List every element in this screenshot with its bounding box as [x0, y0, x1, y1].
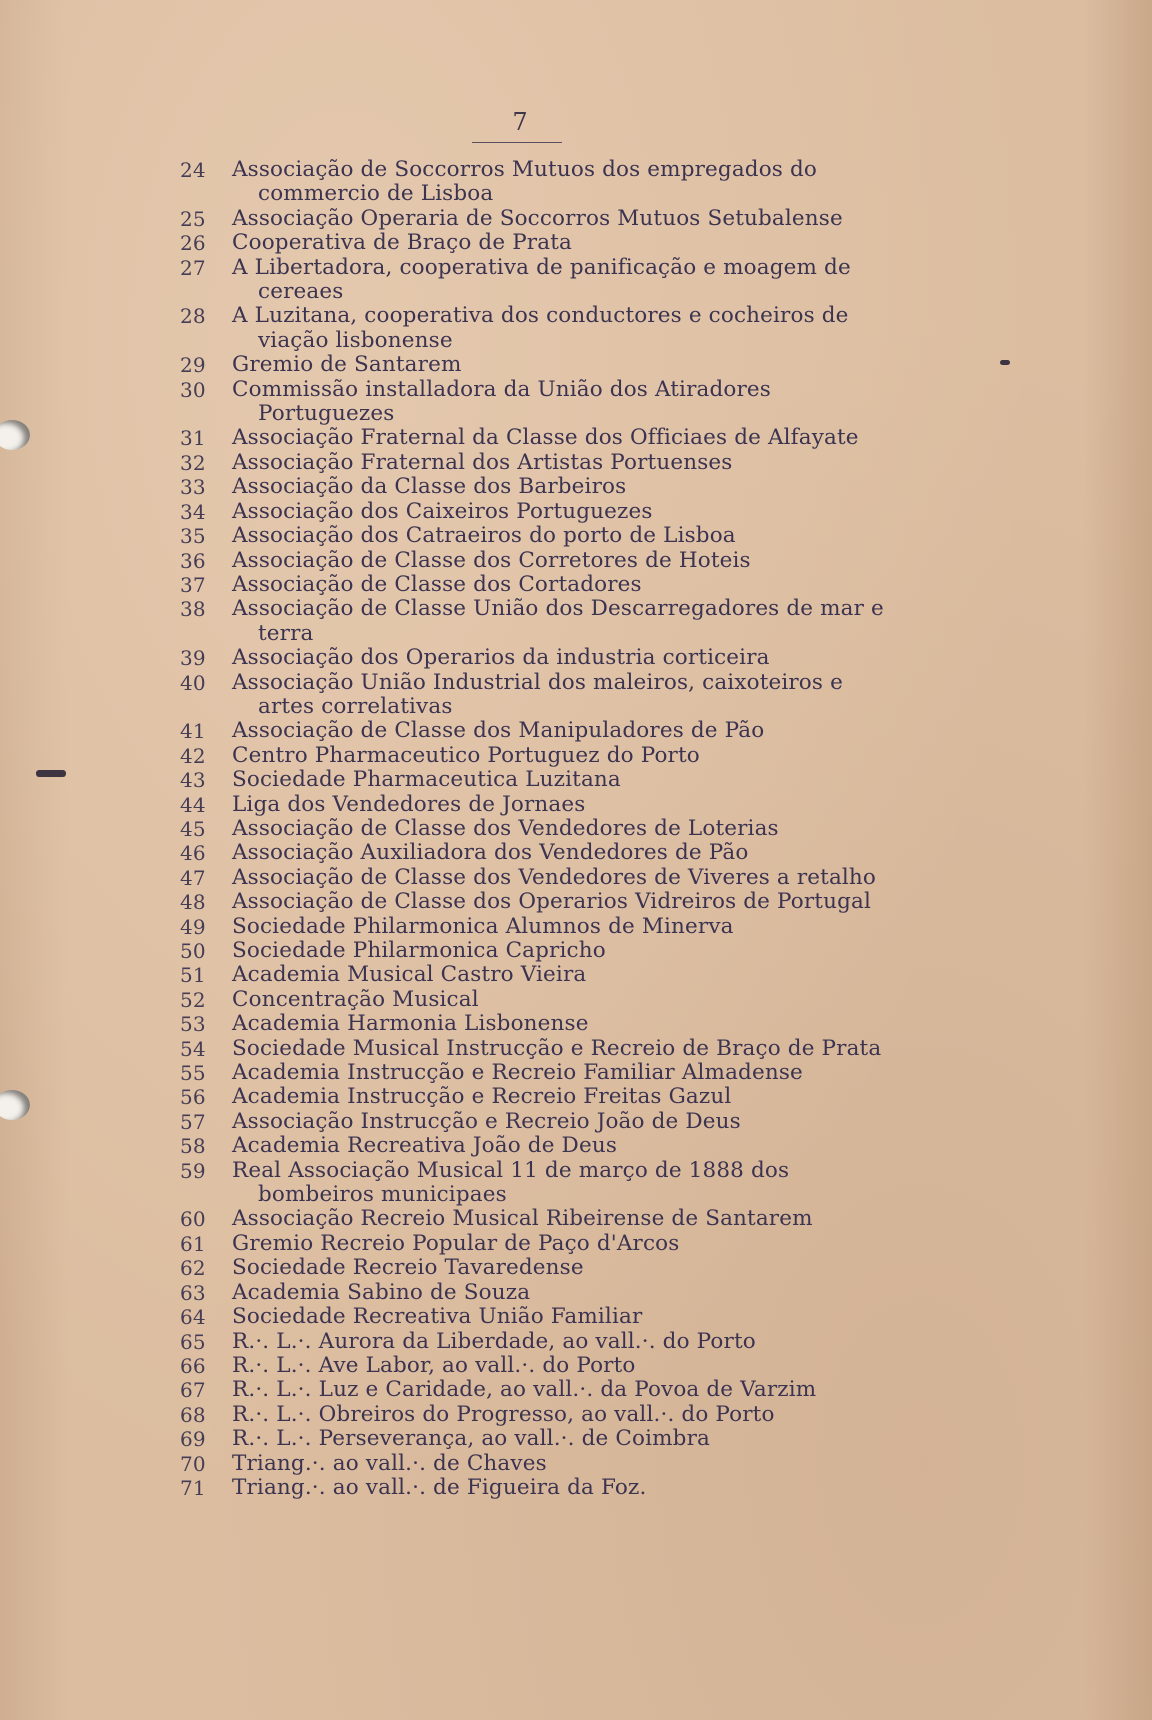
punch-hole	[0, 420, 30, 450]
entry-number: 40	[180, 670, 206, 695]
list-item	[180, 378, 900, 427]
entry-number: 66	[180, 1353, 206, 1378]
entry-text: Associação da Classe dos Barbeiros	[232, 474, 627, 500]
entry-text: Academia Harmonia Lisbonense	[232, 1011, 589, 1037]
entry-number: 44	[180, 792, 206, 817]
list-item	[180, 475, 900, 499]
entry-text: Triang.·. ao vall.·. de Figueira da Foz.	[232, 1474, 647, 1500]
list-item	[180, 1281, 900, 1305]
entry-number: 34	[180, 499, 206, 524]
list-item	[180, 1110, 900, 1134]
entry-number: 30	[180, 377, 206, 402]
entry-number: 59	[180, 1158, 206, 1183]
list-item	[180, 915, 900, 939]
list-item	[180, 549, 900, 573]
list-item	[180, 1476, 900, 1500]
list-item	[180, 451, 900, 475]
entry-text: Associação de Classe dos Manipuladores de Pão	[232, 718, 765, 744]
entry-text: A Libertadora, cooperativa de panificação e moagem de cereaes	[232, 254, 851, 305]
entry-number: 49	[180, 914, 206, 939]
punch-hole	[0, 1090, 30, 1120]
list-item	[180, 1159, 900, 1208]
entry-text: Associação de Soccorros Mutuos dos empregados do commercio de Lisboa	[232, 157, 817, 207]
entry-text: Academia Recreativa João de Deus	[232, 1133, 617, 1159]
list-item	[180, 963, 900, 987]
entry-text: Associação Auxiliadora dos Vendedores de Pão	[232, 840, 749, 866]
list-item	[180, 1085, 900, 1109]
entry-text: Real Associação Musical 11 de março de 1888 dos bombeiros municipaes	[232, 1157, 790, 1208]
entry-number: 50	[180, 939, 206, 963]
entry-number: 63	[180, 1280, 206, 1305]
entry-number: 46	[180, 841, 206, 866]
list-item	[180, 426, 900, 450]
list-item	[180, 353, 900, 377]
entry-number: 61	[180, 1231, 206, 1256]
entry-text: Associação dos Caixeiros Portuguezes	[232, 498, 653, 524]
list-item	[180, 768, 900, 792]
entry-number: 36	[180, 548, 206, 573]
entry-text: Centro Pharmaceutico Portuguez do Porto	[232, 742, 700, 768]
entry-text: Gremio de Santarem	[232, 352, 462, 378]
entry-number: 65	[180, 1329, 206, 1354]
list-item	[180, 988, 900, 1012]
page-number: 7	[512, 108, 528, 136]
entry-number: 48	[180, 890, 206, 915]
list-item	[180, 1403, 900, 1427]
entry-number: 57	[180, 1109, 206, 1134]
list-item	[180, 671, 900, 720]
list-item	[180, 1061, 900, 1085]
entry-text: Academia Instrucção e Recreio Freitas Gazul	[232, 1084, 732, 1110]
header-rule	[472, 142, 562, 143]
entry-number: 32	[180, 450, 206, 475]
list-item	[180, 1037, 900, 1061]
entry-text: Associação Fraternal dos Artistas Portuenses	[232, 449, 733, 475]
entry-text: Associação dos Catraeiros do porto de Lisboa	[232, 523, 736, 549]
entry-text: R.·. L.·. Obreiros do Progresso, ao vall.·. do Porto	[232, 1401, 775, 1427]
list-item	[180, 207, 900, 231]
entry-text: R.·. L.·. Ave Labor, ao vall.·. do Porto	[232, 1352, 636, 1378]
entry-number: 38	[180, 597, 206, 622]
entry-number: 26	[180, 231, 206, 256]
entry-text: Academia Instrucção e Recreio Familiar Almadense	[232, 1060, 803, 1086]
list-item	[180, 719, 900, 743]
entry-number: 33	[180, 475, 206, 500]
entry-number: 24	[180, 158, 206, 182]
entry-text: Sociedade Recreativa União Familiar	[232, 1304, 643, 1330]
entry-number: 37	[180, 572, 206, 597]
entry-number: 28	[180, 304, 206, 329]
list-item	[180, 1207, 900, 1231]
association-list	[180, 158, 900, 1500]
entry-number: 67	[180, 1378, 206, 1403]
entry-number: 39	[180, 646, 206, 671]
entry-text: Gremio Recreio Popular de Paço d'Arcos	[232, 1230, 680, 1256]
entry-number: 71	[180, 1475, 206, 1500]
entry-text: Sociedade Philarmonica Alumnos de Minerva	[232, 913, 734, 939]
list-item	[180, 304, 900, 353]
entry-number: 27	[180, 255, 206, 280]
list-item	[180, 597, 900, 646]
entry-text: Sociedade Recreio Tavaredense	[232, 1255, 584, 1281]
entry-number: 54	[180, 1036, 206, 1061]
list-item	[180, 231, 900, 255]
entry-number: 64	[180, 1305, 206, 1330]
list-item	[180, 256, 900, 305]
entry-text: A Luzitana, cooperativa dos conductores e cocheiros de viação lisbonense	[232, 303, 849, 353]
list-item	[180, 890, 900, 914]
list-item	[180, 573, 900, 597]
entry-text: R.·. L.·. Perseverança, ao vall.·. de Coimbra	[232, 1426, 710, 1452]
list-item	[180, 500, 900, 524]
entry-text: Cooperativa de Braço de Prata	[232, 230, 572, 256]
entry-number: 60	[180, 1207, 206, 1232]
entry-text: Concentração Musical	[232, 986, 479, 1012]
list-item	[180, 866, 900, 890]
entry-text: R.·. L.·. Luz e Caridade, ao vall.·. da Povoa de Varzim	[232, 1377, 817, 1403]
list-item	[180, 744, 900, 768]
entry-number: 58	[180, 1134, 206, 1159]
list-item	[180, 1354, 900, 1378]
list-item	[180, 1305, 900, 1329]
entry-text: Associação de Classe dos Operarios Vidreiros de Portugal	[232, 889, 871, 915]
entry-number: 52	[180, 987, 206, 1012]
entry-text: Associação de Classe dos Corretores de Hoteis	[232, 547, 751, 573]
entry-text: Associação Fraternal da Classe dos Officiaes de Alfayate	[232, 425, 859, 451]
entry-text: Associação de Classe dos Vendedores de Viveres a retalho	[232, 864, 877, 890]
list-item	[180, 1330, 900, 1354]
list-item	[180, 793, 900, 817]
list-item	[180, 1427, 900, 1451]
entry-number: 68	[180, 1402, 206, 1427]
entry-text: Associação Recreio Musical Ribeirense de Santarem	[232, 1206, 813, 1232]
entry-text: Academia Sabino de Souza	[232, 1279, 531, 1305]
ink-speck	[1000, 360, 1010, 365]
list-item	[180, 1134, 900, 1158]
list-item	[180, 158, 900, 207]
list-item	[180, 1378, 900, 1402]
entry-text: Associação Instrucção e Recreio João de Deus	[232, 1108, 741, 1134]
ink-speck	[36, 770, 66, 777]
entry-text: Associação de Classe dos Vendedores de Loterias	[232, 815, 779, 841]
entry-number: 25	[180, 206, 206, 231]
list-item	[180, 841, 900, 865]
entry-number: 55	[180, 1061, 206, 1086]
entry-text: R.·. L.·. Aurora da Liberdade, ao vall.·. do Porto	[232, 1328, 756, 1354]
list-item	[180, 1452, 900, 1476]
list-item	[180, 1232, 900, 1256]
entry-number: 53	[180, 1012, 206, 1037]
list-item	[180, 939, 900, 963]
entry-text: Associação de Classe União dos Descarregadores de mar e terra	[232, 596, 884, 646]
entry-number: 47	[180, 865, 206, 890]
entry-number: 41	[180, 719, 206, 744]
entry-number: 45	[180, 816, 206, 841]
entry-number: 69	[180, 1427, 206, 1452]
entry-text: Associação União Industrial dos maleiros, caixoteiros e artes correlativas	[232, 669, 843, 719]
entry-number: 62	[180, 1256, 206, 1281]
list-item	[180, 646, 900, 670]
entry-text: Associação de Classe dos Cortadores	[232, 571, 642, 597]
entry-text: Associação Operaria de Soccorros Mutuos Setubalense	[232, 205, 843, 231]
entry-text: Associação dos Operarios da industria corticeira	[232, 645, 770, 671]
list-item	[180, 1012, 900, 1036]
list-item	[180, 524, 900, 548]
entry-number: 51	[180, 963, 206, 988]
entry-text: Sociedade Pharmaceutica Luzitana	[232, 767, 621, 793]
entry-text: Liga dos Vendedores de Jornaes	[232, 791, 586, 817]
entry-number: 42	[180, 743, 206, 768]
entry-number: 35	[180, 524, 206, 549]
entry-text: Sociedade Philarmonica Capricho	[232, 938, 606, 963]
entry-number: 29	[180, 353, 206, 378]
entry-number: 70	[180, 1451, 206, 1476]
entry-number: 56	[180, 1085, 206, 1110]
entry-text: Sociedade Musical Instrucção e Recreio de Braço de Prata	[232, 1035, 882, 1061]
entry-number: 31	[180, 426, 206, 451]
list-item	[180, 1256, 900, 1280]
entry-text: Triang.·. ao vall.·. de Chaves	[232, 1450, 547, 1476]
entry-text: Commissão installadora da União dos Atiradores Portuguezes	[232, 376, 771, 427]
list-item	[180, 817, 900, 841]
entry-number: 43	[180, 768, 206, 793]
entry-text: Academia Musical Castro Vieira	[232, 962, 587, 988]
